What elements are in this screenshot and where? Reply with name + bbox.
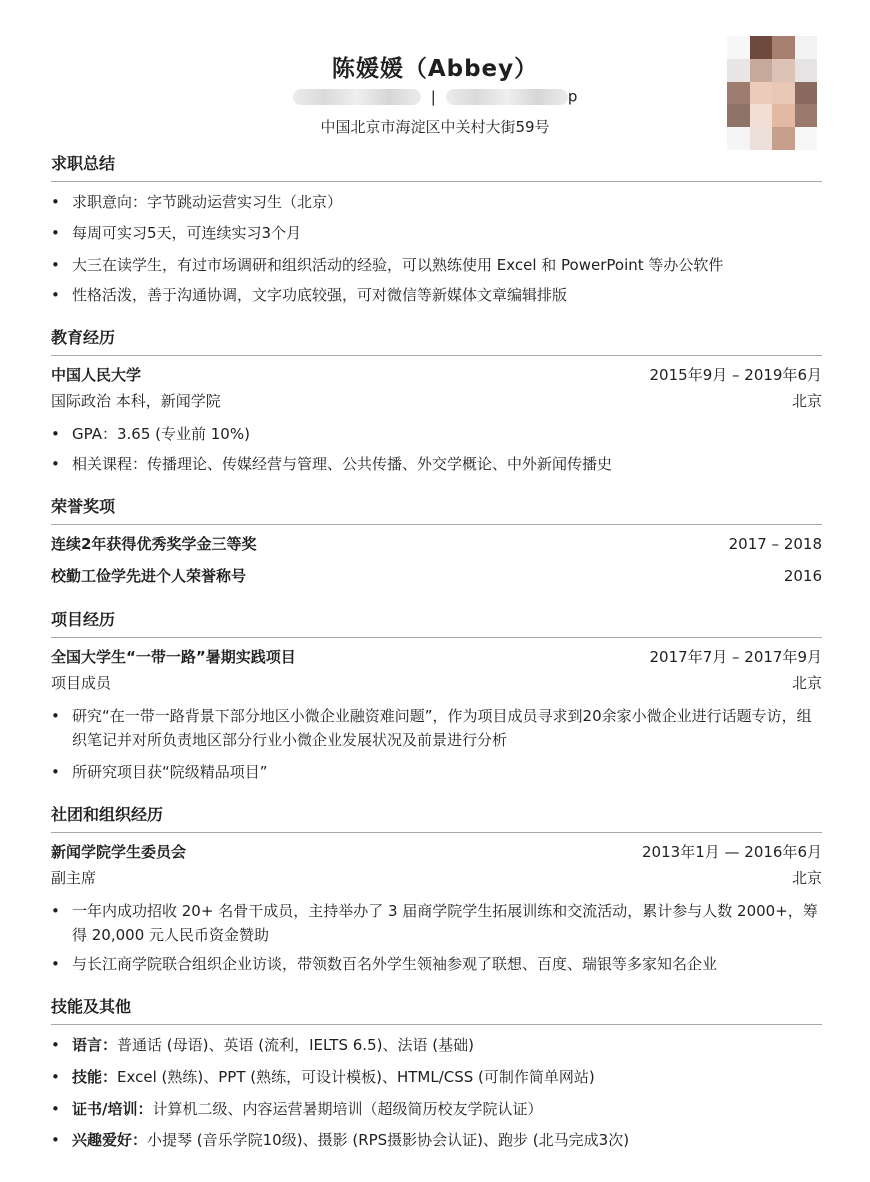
bullet-dot: • bbox=[51, 763, 60, 781]
photo-pixel bbox=[795, 59, 818, 82]
summary-section bbox=[51, 152, 822, 182]
honor-date: 2017 – 2018 bbox=[728, 535, 822, 553]
bullet-text bbox=[72, 1065, 822, 1089]
bullet-dot: • bbox=[51, 256, 60, 274]
photo-pixel bbox=[772, 36, 795, 59]
bullet-dot: • bbox=[51, 707, 60, 725]
bullet-dot: • bbox=[51, 425, 60, 443]
bullet-dot: • bbox=[51, 902, 60, 920]
section-divider bbox=[51, 1024, 822, 1025]
section-divider bbox=[51, 832, 822, 833]
section-divider bbox=[51, 524, 822, 525]
photo-pixel bbox=[750, 82, 773, 105]
bullet-text: 大三在读学生，有过市场调研和组织活动的经验，可以熟练使用 Excel 和 PowerPoint 等办公软件 bbox=[72, 256, 724, 274]
photo-pixel bbox=[727, 36, 750, 59]
honor-row bbox=[51, 533, 822, 555]
photo-pixel bbox=[772, 82, 795, 105]
bullet-text: 性格活泼，善于沟通协调，文字功底较强，可对微信等新媒体文章编辑排版 bbox=[72, 286, 568, 304]
skill-label: 技能： bbox=[72, 1068, 118, 1086]
project-location: 北京 bbox=[791, 674, 822, 692]
skill-text: 普通话 (母语)、英语 (流利，IELTS 6.5)、法语 (基础) bbox=[117, 1036, 474, 1054]
project-header-row bbox=[51, 646, 822, 668]
skill-text: 小提琴 (音乐学院10级)、摄影 (RPS摄影协会认证)、跑步 (北马完成3次) bbox=[147, 1131, 630, 1149]
bullet-dot: • bbox=[51, 193, 60, 211]
redacted-phone bbox=[293, 89, 421, 105]
photo-pixel bbox=[727, 59, 750, 82]
bullet-text: 求职意向：字节跳动运营实习生（北京） bbox=[72, 193, 343, 211]
organizations-title: 社团和组织经历 bbox=[51, 805, 164, 824]
honor-name: 校勤工俭学先进个人荣誉称号 bbox=[51, 567, 247, 585]
photo-pixel bbox=[795, 82, 818, 105]
skill-label: 证书/培训： bbox=[72, 1100, 153, 1118]
bullet-text: 研究“在一带一路背景下部分地区小微企业融资难问题”，作为项目成员寻求到20余家小微企业进行话题专访，组织笔记并对所负责地区部分行业小微企业发展状况及前景进行分析 bbox=[72, 707, 812, 749]
education-section bbox=[51, 326, 822, 356]
profile-photo bbox=[727, 36, 817, 150]
organizations-section bbox=[51, 803, 822, 833]
organization-name: 新闻学院学生委员会 bbox=[51, 843, 187, 861]
email-tail: p bbox=[567, 87, 578, 106]
photo-pixel bbox=[772, 127, 795, 150]
organization-sub-row bbox=[51, 867, 822, 889]
honors-title: 荣誉奖项 bbox=[51, 497, 116, 516]
photo-pixel bbox=[772, 104, 795, 127]
bullet-dot: • bbox=[51, 224, 60, 242]
section-divider bbox=[51, 181, 822, 182]
honors-section bbox=[51, 495, 822, 525]
honor-row bbox=[51, 565, 822, 587]
organization-location: 北京 bbox=[791, 869, 822, 887]
skill-text: Excel (熟练)、PPT (熟练，可设计模板)、HTML/CSS (可制作简单网站) bbox=[117, 1068, 595, 1086]
section-divider bbox=[51, 637, 822, 638]
photo-pixel bbox=[750, 104, 773, 127]
photo-pixel bbox=[750, 127, 773, 150]
education-sub-row bbox=[51, 390, 822, 412]
bullet-text: 相关课程：传播理论、传媒经营与管理、公共传播、外交学概论、中外新闻传播史 bbox=[72, 455, 613, 473]
bullet-dot: • bbox=[51, 1100, 60, 1118]
contact-separator: | bbox=[430, 87, 436, 106]
skills-title: 技能及其他 bbox=[51, 997, 132, 1016]
photo-pixel bbox=[727, 82, 750, 105]
bullet-text: GPA：3.65 (专业前 10%) bbox=[72, 425, 250, 443]
organization-dates: 2013年1月 — 2016年6月 bbox=[642, 843, 822, 861]
bullet-dot: • bbox=[51, 455, 60, 473]
photo-pixel bbox=[727, 127, 750, 150]
photo-pixel bbox=[727, 104, 750, 127]
school-name: 中国人民大学 bbox=[51, 366, 142, 384]
redacted-email bbox=[446, 89, 568, 105]
bullet-dot: • bbox=[51, 1068, 60, 1086]
project-name: 全国大学生“一带一路”暑期实践项目 bbox=[51, 648, 296, 666]
photo-pixel bbox=[750, 59, 773, 82]
honor-name: 连续2年获得优秀奖学金三等奖 bbox=[51, 535, 257, 553]
bullet-text bbox=[72, 1128, 822, 1152]
bullet-dot: • bbox=[51, 955, 60, 973]
bullet-text: 所研究项目获“院级精品项目” bbox=[72, 763, 268, 781]
skill-text: 计算机二级、内容运营暑期培训（超级简历校友学院认证） bbox=[152, 1100, 543, 1118]
bullet-dot: • bbox=[51, 1131, 60, 1149]
bullet-text: 一年内成功招收 20+ 名骨干成员，主持举办了 3 届商学院学生拓展训练和交流活动，累计参与人数 2000+，筹得 20,000 元人民币资金赞助 bbox=[72, 902, 818, 944]
bullet-text: 每周可实习5天，可连续实习3个月 bbox=[72, 224, 302, 242]
organization-header-row bbox=[51, 841, 822, 863]
skill-label: 兴趣爱好： bbox=[72, 1131, 148, 1149]
photo-pixel bbox=[772, 59, 795, 82]
photo-pixel bbox=[795, 36, 818, 59]
bullet-dot: • bbox=[51, 1036, 60, 1054]
skills-section bbox=[51, 995, 822, 1025]
bullet-dot: • bbox=[51, 286, 60, 304]
organization-role: 副主席 bbox=[51, 869, 97, 887]
section-divider bbox=[51, 355, 822, 356]
education-dates: 2015年9月 – 2019年6月 bbox=[649, 366, 822, 384]
degree: 国际政治 本科，新闻学院 bbox=[51, 392, 221, 410]
bullet-text bbox=[72, 1033, 822, 1057]
education-header-row bbox=[51, 364, 822, 386]
project-role: 项目成员 bbox=[51, 674, 112, 692]
candidate-name: 陈媛媛（Abbey） bbox=[331, 56, 539, 82]
education-location: 北京 bbox=[791, 392, 822, 410]
education-title: 教育经历 bbox=[51, 328, 116, 347]
bullet-text bbox=[72, 1097, 822, 1121]
photo-pixel bbox=[750, 36, 773, 59]
honor-date: 2016 bbox=[783, 567, 822, 585]
projects-title: 项目经历 bbox=[51, 610, 116, 629]
photo-pixel bbox=[795, 127, 818, 150]
summary-title: 求职总结 bbox=[51, 154, 116, 173]
photo-pixel bbox=[795, 104, 818, 127]
project-dates: 2017年7月 – 2017年9月 bbox=[649, 648, 822, 666]
skill-label: 语言： bbox=[72, 1036, 118, 1054]
project-sub-row bbox=[51, 672, 822, 694]
bullet-text: 与长江商学院联合组织企业访谈，带领数百名外学生领袖参观了联想、百度、瑞银等多家知名企业 bbox=[72, 955, 718, 973]
projects-section bbox=[51, 608, 822, 638]
address: 中国北京市海淀区中关村大街59号 bbox=[320, 118, 550, 136]
